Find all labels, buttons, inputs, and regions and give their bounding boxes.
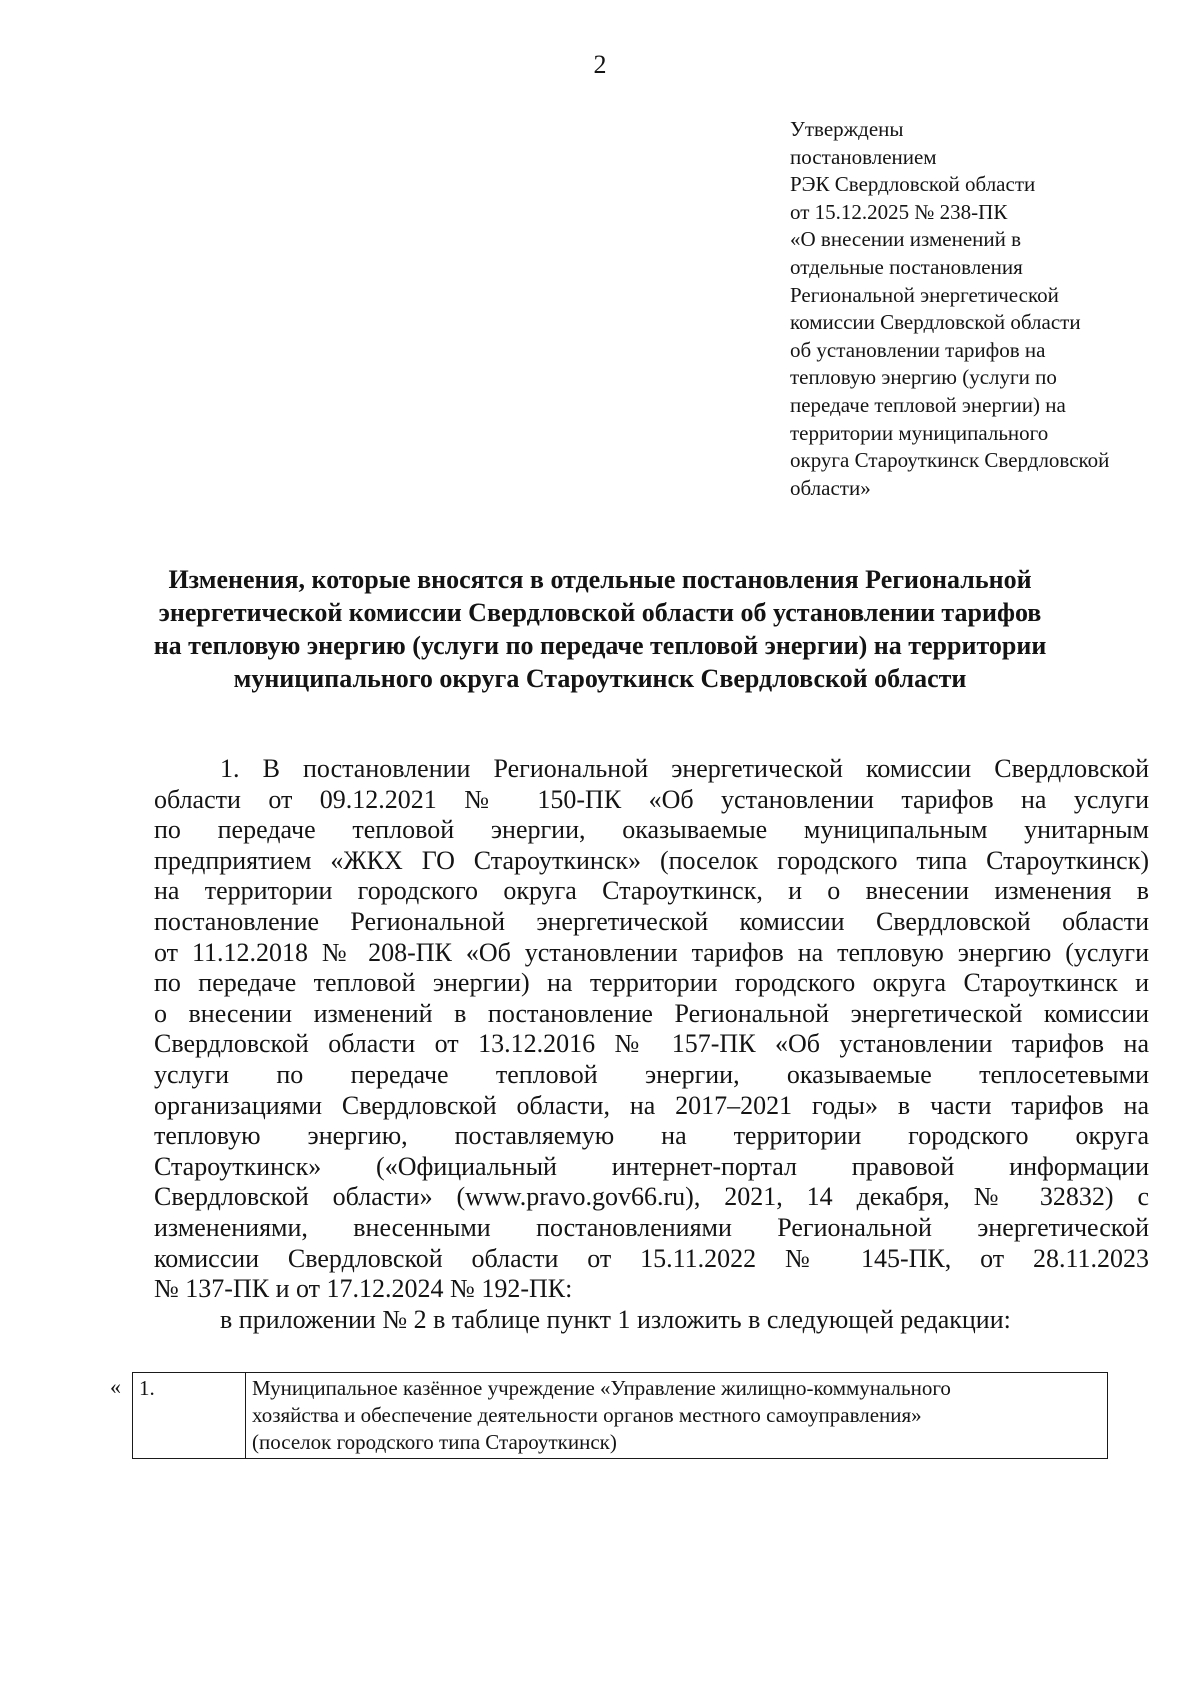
document-title bbox=[100, 563, 1100, 695]
paragraph-line: о внесении изменений в постановление Региональной энергетической комиссии bbox=[154, 998, 1149, 1028]
approval-line: тепловую энергию (услуги по bbox=[790, 365, 1057, 390]
paragraph-line: от 11.12.2018 № 208-ПК «Об установлении тарифов на тепловую энергию (услуги bbox=[154, 937, 1149, 967]
paragraph-line: Староуткинск» («Официальный интернет-портал правовой информации bbox=[154, 1151, 1149, 1181]
approval-line: округа Староуткинск Свердловской bbox=[790, 448, 1110, 473]
paragraph-line: комиссии Свердловской области от 15.11.2022 № 145-ПК, от 28.11.2023 bbox=[154, 1243, 1149, 1273]
title-line: на тепловую энергию (услуги по передаче тепловой энергии) на территории bbox=[153, 631, 1047, 660]
approval-line: от 15.12.2025 № 238-ПК bbox=[790, 199, 1008, 224]
paragraph-line: Свердловской области от 13.12.2016 № 157-ПК «Об установлении тарифов на bbox=[154, 1029, 1149, 1059]
paragraph-line: области от 09.12.2021 № 150-ПК «Об установлении тарифов на услуги bbox=[154, 784, 1149, 814]
row-number: 1. bbox=[133, 1373, 246, 1459]
approval-line: «О внесении изменений в bbox=[790, 227, 1022, 252]
paragraph-line: организациями Свердловской области, на 2017–2021 годы» в части тарифов на bbox=[154, 1090, 1149, 1120]
amendment-table bbox=[132, 1372, 1108, 1459]
organization-name-line: хозяйства и обеспечение деятельности органов местного самоуправления» bbox=[252, 1403, 922, 1427]
paragraph-line: по передаче тепловой энергии) на территории городского округа Староуткинск и bbox=[154, 968, 1149, 998]
approval-line: передаче тепловой энергии) на bbox=[790, 392, 1066, 417]
instruction-line: в приложении № 2 в таблице пункт 1 изложить в следующей редакции: bbox=[220, 1304, 1011, 1334]
organization-name-line: (поселок городского типа Староуткинск) bbox=[252, 1430, 617, 1454]
approval-line: постановлением bbox=[790, 144, 937, 169]
approval-line: Региональной энергетической bbox=[790, 282, 1059, 307]
approval-line: комиссии Свердловской области bbox=[790, 310, 1081, 335]
paragraph-line: предприятием «ЖКХ ГО Староуткинск» (поселок городского типа Староуткинск) bbox=[154, 845, 1149, 875]
organization-name-line: Муниципальное казённое учреждение «Управление жилищно-коммунального bbox=[252, 1376, 951, 1400]
approval-line: области» bbox=[790, 475, 871, 500]
title-line: Изменения, которые вносятся в отдельные постановления Региональной bbox=[168, 565, 1032, 594]
paragraph-line: изменениями, внесенными постановлениями Региональной энергетической bbox=[154, 1212, 1149, 1242]
title-line: муниципального округа Староуткинск Свердловской области bbox=[233, 664, 967, 693]
approval-line: Утверждены bbox=[790, 117, 904, 141]
open-quote-mark: « bbox=[110, 1374, 121, 1399]
paragraph-line: 1. В постановлении Региональной энергетической комиссии Свердловской bbox=[220, 754, 1149, 783]
paragraph-line: тепловую энергию, поставляемую на территории городского округа bbox=[154, 1121, 1149, 1151]
paragraph-line: услуги по передаче тепловой энергии, оказываемые теплосетевыми bbox=[154, 1059, 1149, 1089]
approval-line: территории муниципального bbox=[790, 420, 1049, 445]
paragraph-line: на территории городского округа Староуткинск, и о внесении изменения в bbox=[154, 876, 1149, 906]
approval-line: РЭК Свердловской области bbox=[790, 172, 1036, 197]
paragraph-line: № 137-ПК и от 17.12.2024 № 192-ПК: bbox=[154, 1274, 573, 1304]
approval-block bbox=[790, 116, 1170, 502]
approval-line: отдельные постановления bbox=[790, 254, 1023, 279]
page-number: 2 bbox=[593, 50, 607, 79]
approval-line: об установлении тарифов на bbox=[790, 337, 1046, 362]
organization-name bbox=[246, 1373, 1108, 1459]
title-line: энергетической комиссии Свердловской области об установлении тарифов bbox=[158, 598, 1042, 627]
paragraph-line: постановление Региональной энергетической комиссии Свердловской области bbox=[154, 906, 1149, 936]
table-row bbox=[133, 1373, 1108, 1459]
main-paragraph bbox=[154, 754, 1149, 1335]
paragraph-line: по передаче тепловой энергии, оказываемые муниципальным унитарным bbox=[154, 815, 1149, 845]
paragraph-line: Свердловской области» (www.pravo.gov66.ru), 2021, 14 декабря, № 32832) с bbox=[154, 1182, 1149, 1212]
